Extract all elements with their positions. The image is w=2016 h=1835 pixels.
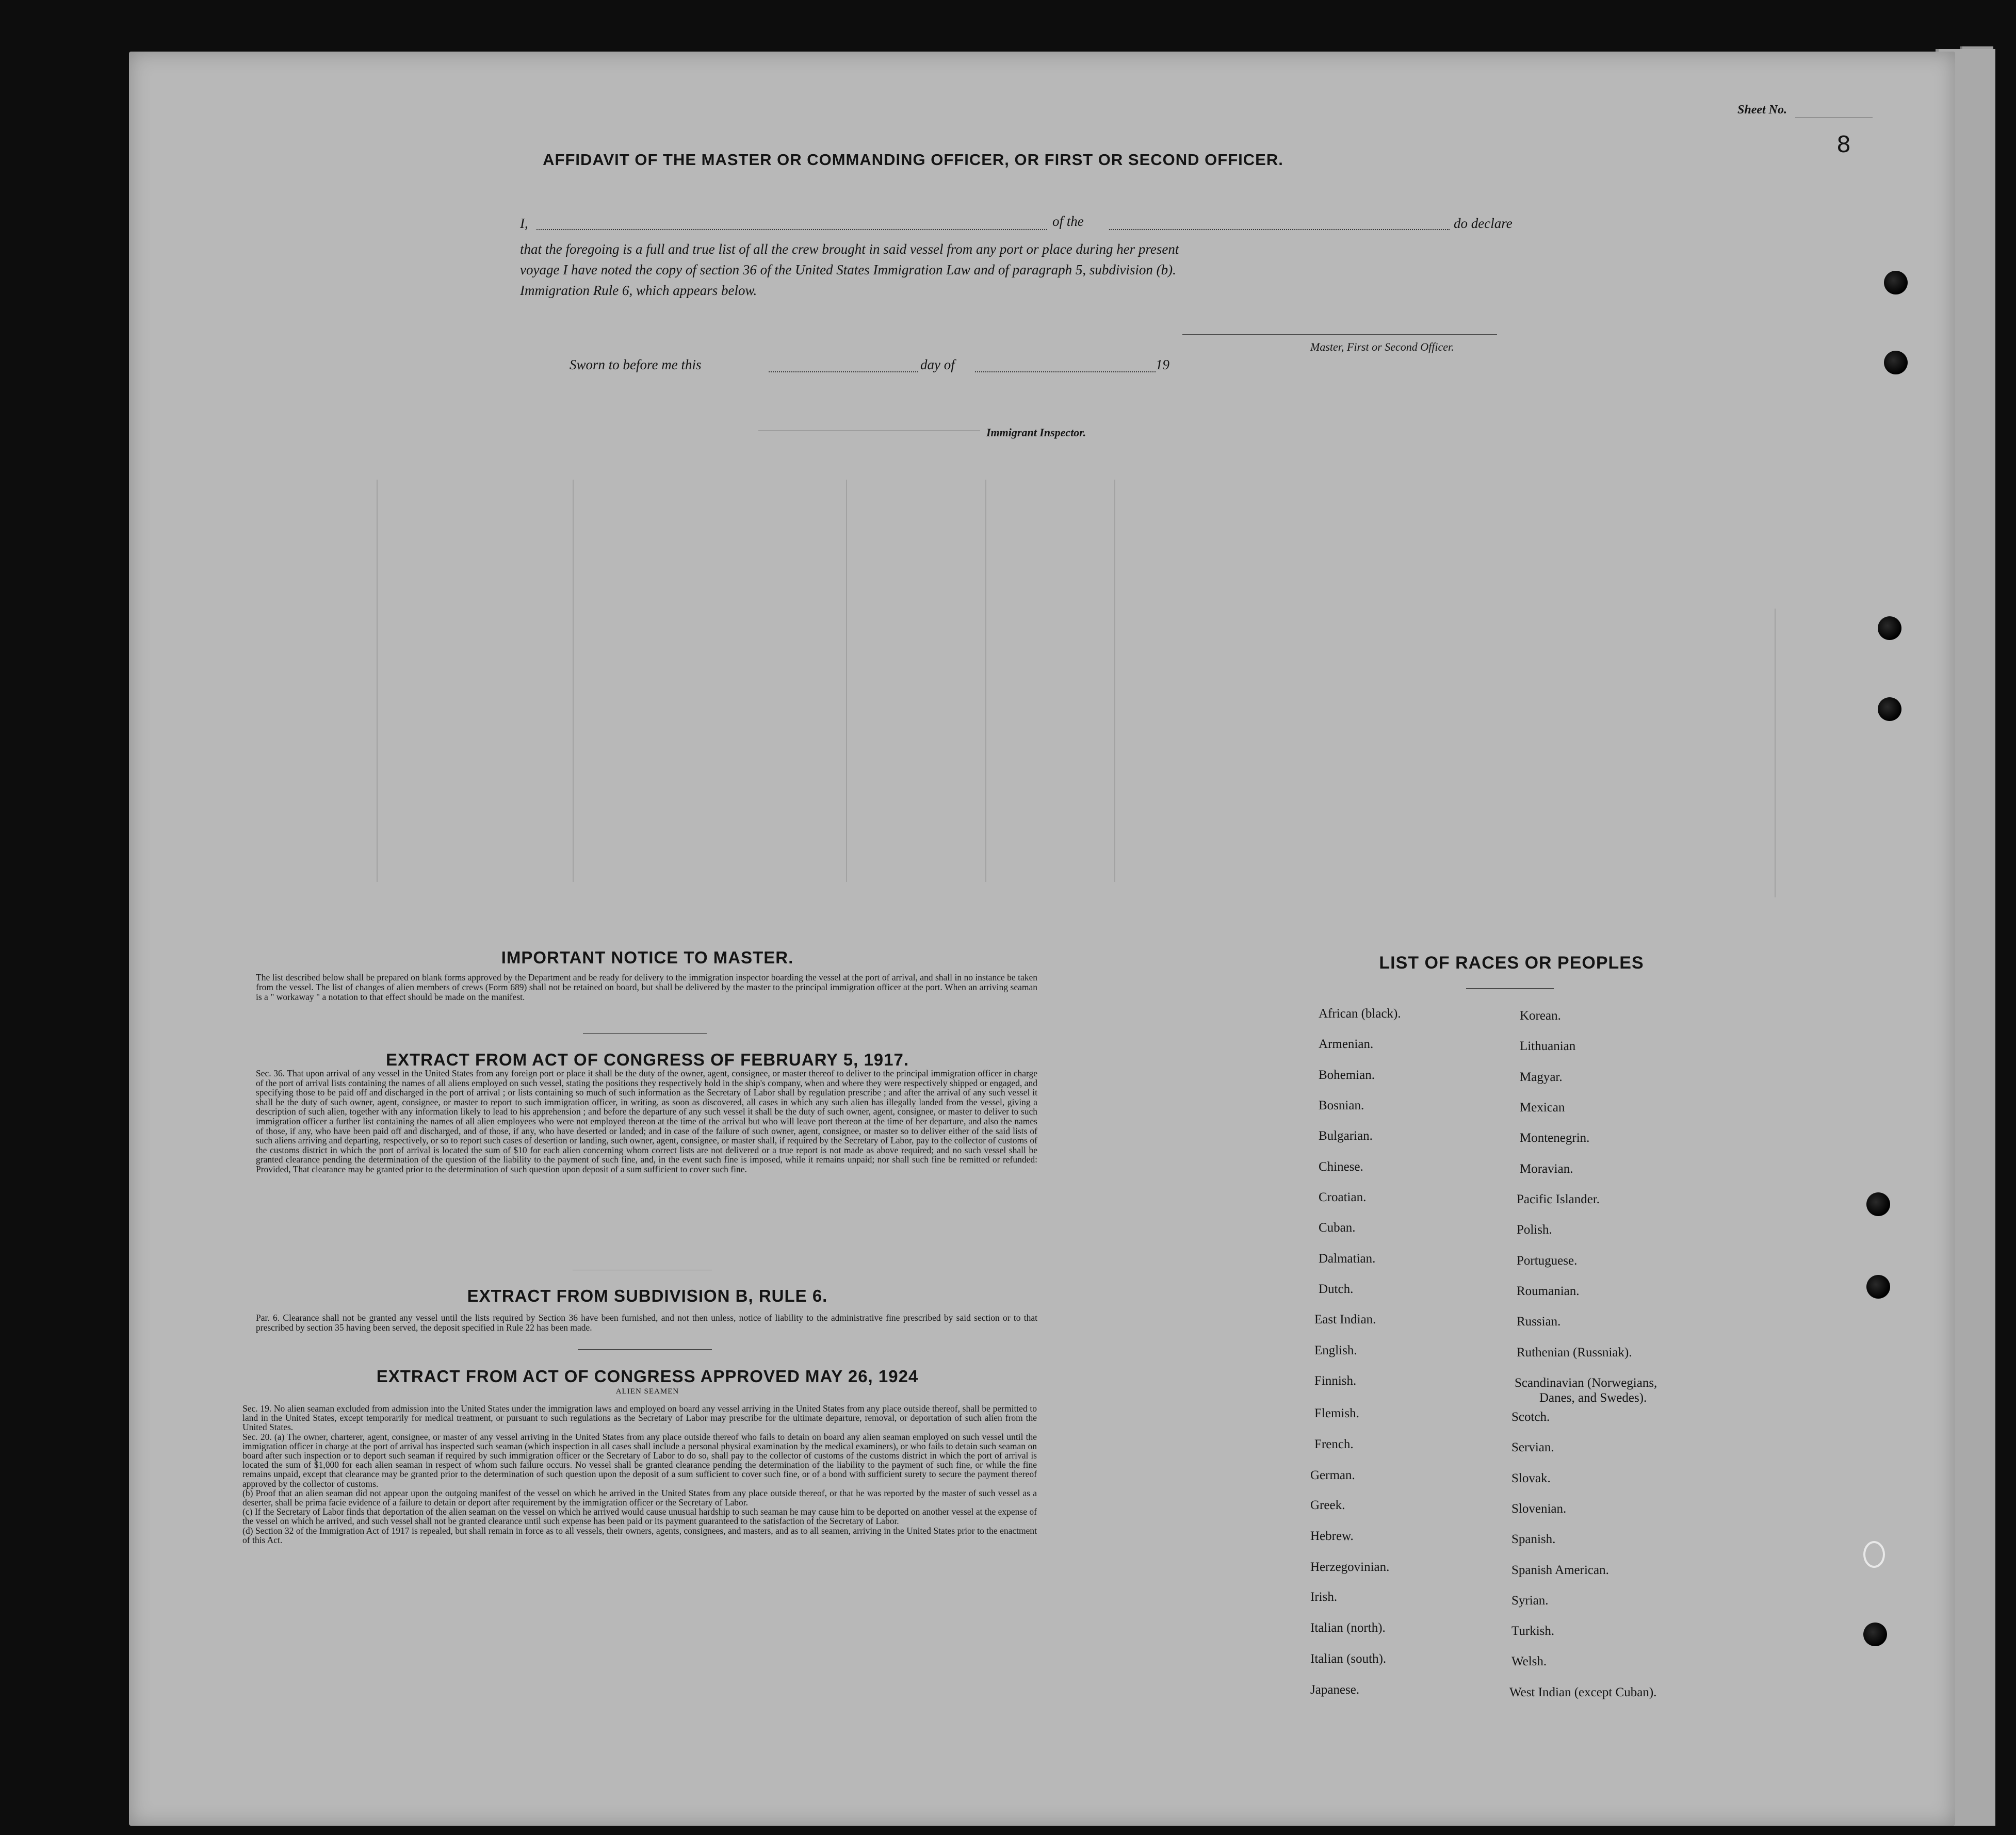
race-left-item: German. xyxy=(1310,1468,1355,1482)
binder-hole xyxy=(1866,1275,1890,1299)
races-title: LIST OF RACES OR PEOPLES xyxy=(1379,953,1644,973)
show-through-line xyxy=(573,480,574,882)
race-right-item: Slovak. xyxy=(1511,1471,1551,1485)
binder-hole xyxy=(1878,697,1901,721)
race-left-item: Finnish. xyxy=(1314,1374,1357,1388)
race-right-item: Pacific Islander. xyxy=(1517,1192,1600,1206)
race-right-item: Mexican xyxy=(1520,1101,1565,1115)
affidavit-declare: do declare xyxy=(1454,216,1513,231)
race-right-item: Servian. xyxy=(1511,1440,1554,1454)
extract-1917-text: Sec. 36. That upon arrival of any vessel in the United States from any foreign port or place it shall be the duty of the owner, agent, consignee, or master thereof to deliver to the principal immigration officer in charge of the port of arrival lists containing the names of all aliens employed on such vessel, stating the positions they respectively hold in the ship's company, when and where they were respectively shipped or engaged, and specifying those to be paid off and discharged in the port of arrival ; or lists containing so much of such information as the Secretary of Labor shall by regulation prescribe ; and after the arrival of any such vessel it shall be the duty of such owner, agent, consignee, or master to report to such immigration officer, in writing, as soon as discovered, all cases in which any such alien has illegally landed from the vessel, giving a description of such alien, together with any information likely to lead to his apprehension ; and before the departure of any such vessel it shall be the duty of such owner, agent, consignee, or master to deliver to such immigration officer a further list containing the names of all alien employees who were not employed thereon at the time of the arrival but who will leave port thereon at the time of her departure, and also the names of those, if any, who have been paid off and discharged, and of those, if any, who have deserted or landed; and in case of the failure of such owner, agent, consignee, or master so to deliver either of the said lists of such aliens arriving and departing, respectively, or so to report such cases of desertion or landing, such owner, agent, consignee, or master shall, if required by the Secretary of Labor, pay to the collector of customs of the customs district in which the port of arrival is located the sum of $10 for each alien concerning whom correct lists are not delivered or a true report is not made as above required; and no such vessel shall be granted clearance pending the determination of the question of the liability to the payment of such fine, and, in the event such fine is imposed, while it remains unpaid; nor shall such fine be remitted or refunded: Provided, That clearance may be granted prior to the determination of such question upon deposit of a sum sufficient to cover such fine. xyxy=(256,1068,1037,1174)
race-right-item: Korean. xyxy=(1520,1009,1561,1023)
binder-hole xyxy=(1863,1541,1885,1568)
binder-hole xyxy=(1866,1192,1890,1216)
affidavit-of-the: of the xyxy=(1052,214,1084,229)
race-right-item: Portuguese. xyxy=(1517,1254,1578,1268)
race-left-item: Irish. xyxy=(1310,1590,1338,1604)
affidavit-line-2: that the foregoing is a full and true list of all the crew brought in said vessel from any port or place during her present xyxy=(520,241,1179,257)
divider xyxy=(583,1033,707,1034)
notice-text: The list described below shall be prepared on blank forms approved by the Department and be ready for delivery to the immigration inspector boarding the vessel at the port of arrival, and shall in no instance be taken from the vessel. The list of changes of alien members of crews (Form 689) shall not be retained on board, but shall be delivered by the master to the principal immigration officer at the port. When an arriving seaman is a " workaway " a notation to that effect should be made on the manifest. xyxy=(256,972,1037,1002)
section-20c-text: (c) If the Secretary of Labor finds that deportation of the alien seaman on the vessel on which he arrived would cause unusual hardship to such seaman he may cause him to be deported on another vessel at the expense of the vessel on which he arrived, and such vessel shall not be granted clearance until such expense has been paid or its payment guaranteed to the satisfaction of the Secretary of Labor. xyxy=(242,1506,1037,1527)
day-of-text: day of xyxy=(920,357,955,372)
section-19-text: Sec. 19. No alien seaman excluded from admission into the United States under the immigration laws and employed on board any vessel arriving in the United States from any place outside thereof, shall be permitted to land in the United States, except temporarily for medical treatment, or pursuant to such regulations as the Secretary of Labor may prescribe for the ultimate departure, removal, or deportation of such alien from the United States. xyxy=(242,1403,1037,1433)
day-blank[interactable] xyxy=(769,371,918,372)
race-left-item: Cuban. xyxy=(1319,1221,1356,1235)
affidavit-line-3: voyage I have noted the copy of section 36 of the United States Immigration Law and of paragraph 5, subdivision (b). xyxy=(520,262,1176,277)
signature-label: Master, First or Second Officer. xyxy=(1310,340,1454,353)
binder-hole xyxy=(1878,616,1901,640)
show-through-line xyxy=(1775,609,1776,897)
show-through-line xyxy=(1114,480,1115,882)
race-right-item: Lithuanian xyxy=(1520,1039,1576,1053)
race-left-item: Croatian. xyxy=(1319,1190,1367,1204)
race-left-item: Herzegovinian. xyxy=(1310,1560,1390,1574)
year-prefix: 19 xyxy=(1156,357,1169,372)
extract-1917-title: EXTRACT FROM ACT OF CONGRESS OF FEBRUARY 5, 1917. xyxy=(385,1050,909,1069)
inspector-label: Immigrant Inspector. xyxy=(986,426,1086,439)
race-left-item: Dutch. xyxy=(1319,1282,1354,1296)
race-left-item: Flemish. xyxy=(1314,1406,1359,1420)
binder-hole xyxy=(1884,271,1908,294)
race-right-item: Polish. xyxy=(1517,1223,1552,1237)
race-left-item: Italian (north). xyxy=(1310,1621,1386,1635)
race-right-item: Magyar. xyxy=(1520,1070,1563,1084)
race-left-item: Dalmatian. xyxy=(1319,1252,1376,1266)
race-left-item: East Indian. xyxy=(1314,1313,1376,1326)
race-right-item: Russian. xyxy=(1517,1315,1561,1329)
binder-hole xyxy=(1884,351,1908,374)
divider xyxy=(1466,988,1554,989)
race-right-item: Montenegrin. xyxy=(1520,1131,1590,1145)
vessel-blank[interactable] xyxy=(1109,229,1450,230)
race-left-item: Bohemian. xyxy=(1319,1068,1375,1082)
race-left-item: Greek. xyxy=(1310,1498,1345,1512)
race-right-item: West Indian (except Cuban). xyxy=(1509,1685,1657,1699)
race-right-item: Moravian. xyxy=(1520,1162,1573,1176)
affidavit-i: I, xyxy=(520,216,528,231)
name-blank[interactable] xyxy=(536,229,1047,230)
race-left-item: African (black). xyxy=(1319,1007,1401,1021)
race-right-item: Syrian. xyxy=(1511,1594,1549,1608)
race-right-item: Welsh. xyxy=(1511,1654,1547,1668)
section-20a-text: Sec. 20. (a) The owner, charterer, agent, consignee, or master of any vessel arriving in the United States from any place outside thereof who fails to detain on board any alien seaman employed on such vessel until the immigration officer in charge at the port of arrival has inspected such seaman (which inspection in all cases shall include a personal physical examination by the medical examiners), or who fails to detain such seaman on board after such inspection or to deport such seaman if required by such immigration officer or the Secretary of Labor to do so, shall pay to the collector of customs of the customs district in which the port of arrival is located the sum of $1,000 for each alien seaman in respect of whom such failure occurs. No vessel shall be granted clearance pending the determination of the liability to the payment of such fine, or while the fine remains unpaid, except that clearance may be granted prior to the determination of such question upon the deposit of a sum sufficient to cover such fine, or of a bond with sufficient surety to secure the payment thereof approved by the collector of customs. xyxy=(242,1431,1037,1489)
race-right-item: Slovenian. xyxy=(1511,1502,1567,1516)
sworn-text: Sworn to before me this xyxy=(570,357,702,372)
extract-rule6-text: Par. 6. Clearance shall not be granted any vessel until the lists required by Section 36 have been furnished, and not then unless, notice of liability to the administrative fine prescribed by said section or to that prescribed by section 35 having been served, the deposit specified in Rule 22 has been made. xyxy=(256,1313,1037,1333)
race-right-item: Ruthenian (Russniak). xyxy=(1517,1346,1632,1359)
affidavit-line-4: Immigration Rule 6, which appears below. xyxy=(520,283,757,298)
affidavit-title: AFFIDAVIT OF THE MASTER OR COMMANDING OFFICER, OR FIRST OR SECOND OFFICER. xyxy=(543,151,1283,169)
race-right-item: Scotch. xyxy=(1511,1410,1550,1424)
race-right-item: Spanish American. xyxy=(1511,1563,1609,1577)
race-left-item: Japanese. xyxy=(1310,1683,1360,1697)
race-right-item: Scandinavian (Norwegians, xyxy=(1515,1376,1657,1390)
divider xyxy=(578,1349,712,1350)
section-20d-text: (d) Section 32 of the Immigration Act of 1917 is repealed, but shall remain in force as to all vessels, their owners, agents, consignees, and masters, and as to all seamen, arriving in the United States prior to the enactment of this Act. xyxy=(242,1525,1037,1545)
notice-title: IMPORTANT NOTICE TO MASTER. xyxy=(501,948,794,967)
sheet-number-handwritten: 8 xyxy=(1836,132,1851,158)
race-left-item: Bulgarian. xyxy=(1319,1129,1373,1143)
extract-1924-subtitle: ALIEN SEAMEN xyxy=(615,1387,679,1396)
show-through-line xyxy=(985,480,986,882)
month-blank[interactable] xyxy=(975,371,1156,372)
race-left-item: Hebrew. xyxy=(1310,1529,1354,1543)
signature-line[interactable] xyxy=(1182,334,1497,335)
race-right-item: Spanish. xyxy=(1511,1532,1556,1546)
binder-hole xyxy=(1863,1623,1887,1646)
document-page xyxy=(129,52,1955,1826)
race-left-item: Bosnian. xyxy=(1319,1099,1364,1112)
race-left-item: English. xyxy=(1314,1344,1357,1357)
extract-1924-body xyxy=(242,1404,1037,1545)
show-through-line xyxy=(846,480,847,882)
race-left-item: Chinese. xyxy=(1319,1160,1363,1174)
race-right-item: Roumanian. xyxy=(1517,1284,1580,1298)
race-right-item: Turkish. xyxy=(1511,1624,1555,1638)
race-left-item: Italian (south). xyxy=(1310,1652,1387,1666)
section-20b-text: (b) Proof that an alien seaman did not appear upon the outgoing manifest of the vessel on which he arrived in the United States from any place outside thereof, or that he was reported by the master of such vessel as a deserter, shall be prima facie evidence of a failure to detain or deport after requirement by the immigration officer or the Secretary of Labor. xyxy=(242,1487,1037,1508)
extract-rule6-title: EXTRACT FROM SUBDIVISION B, RULE 6. xyxy=(467,1286,828,1305)
race-left-item: Armenian. xyxy=(1319,1037,1374,1051)
race-right-item: Danes, and Swedes). xyxy=(1539,1391,1647,1405)
extract-1924-title: EXTRACT FROM ACT OF CONGRESS APPROVED MAY 26, 1924 xyxy=(376,1367,919,1386)
sheet-label: Sheet No. xyxy=(1737,103,1787,117)
race-left-item: French. xyxy=(1314,1437,1354,1451)
show-through-line xyxy=(377,480,378,882)
